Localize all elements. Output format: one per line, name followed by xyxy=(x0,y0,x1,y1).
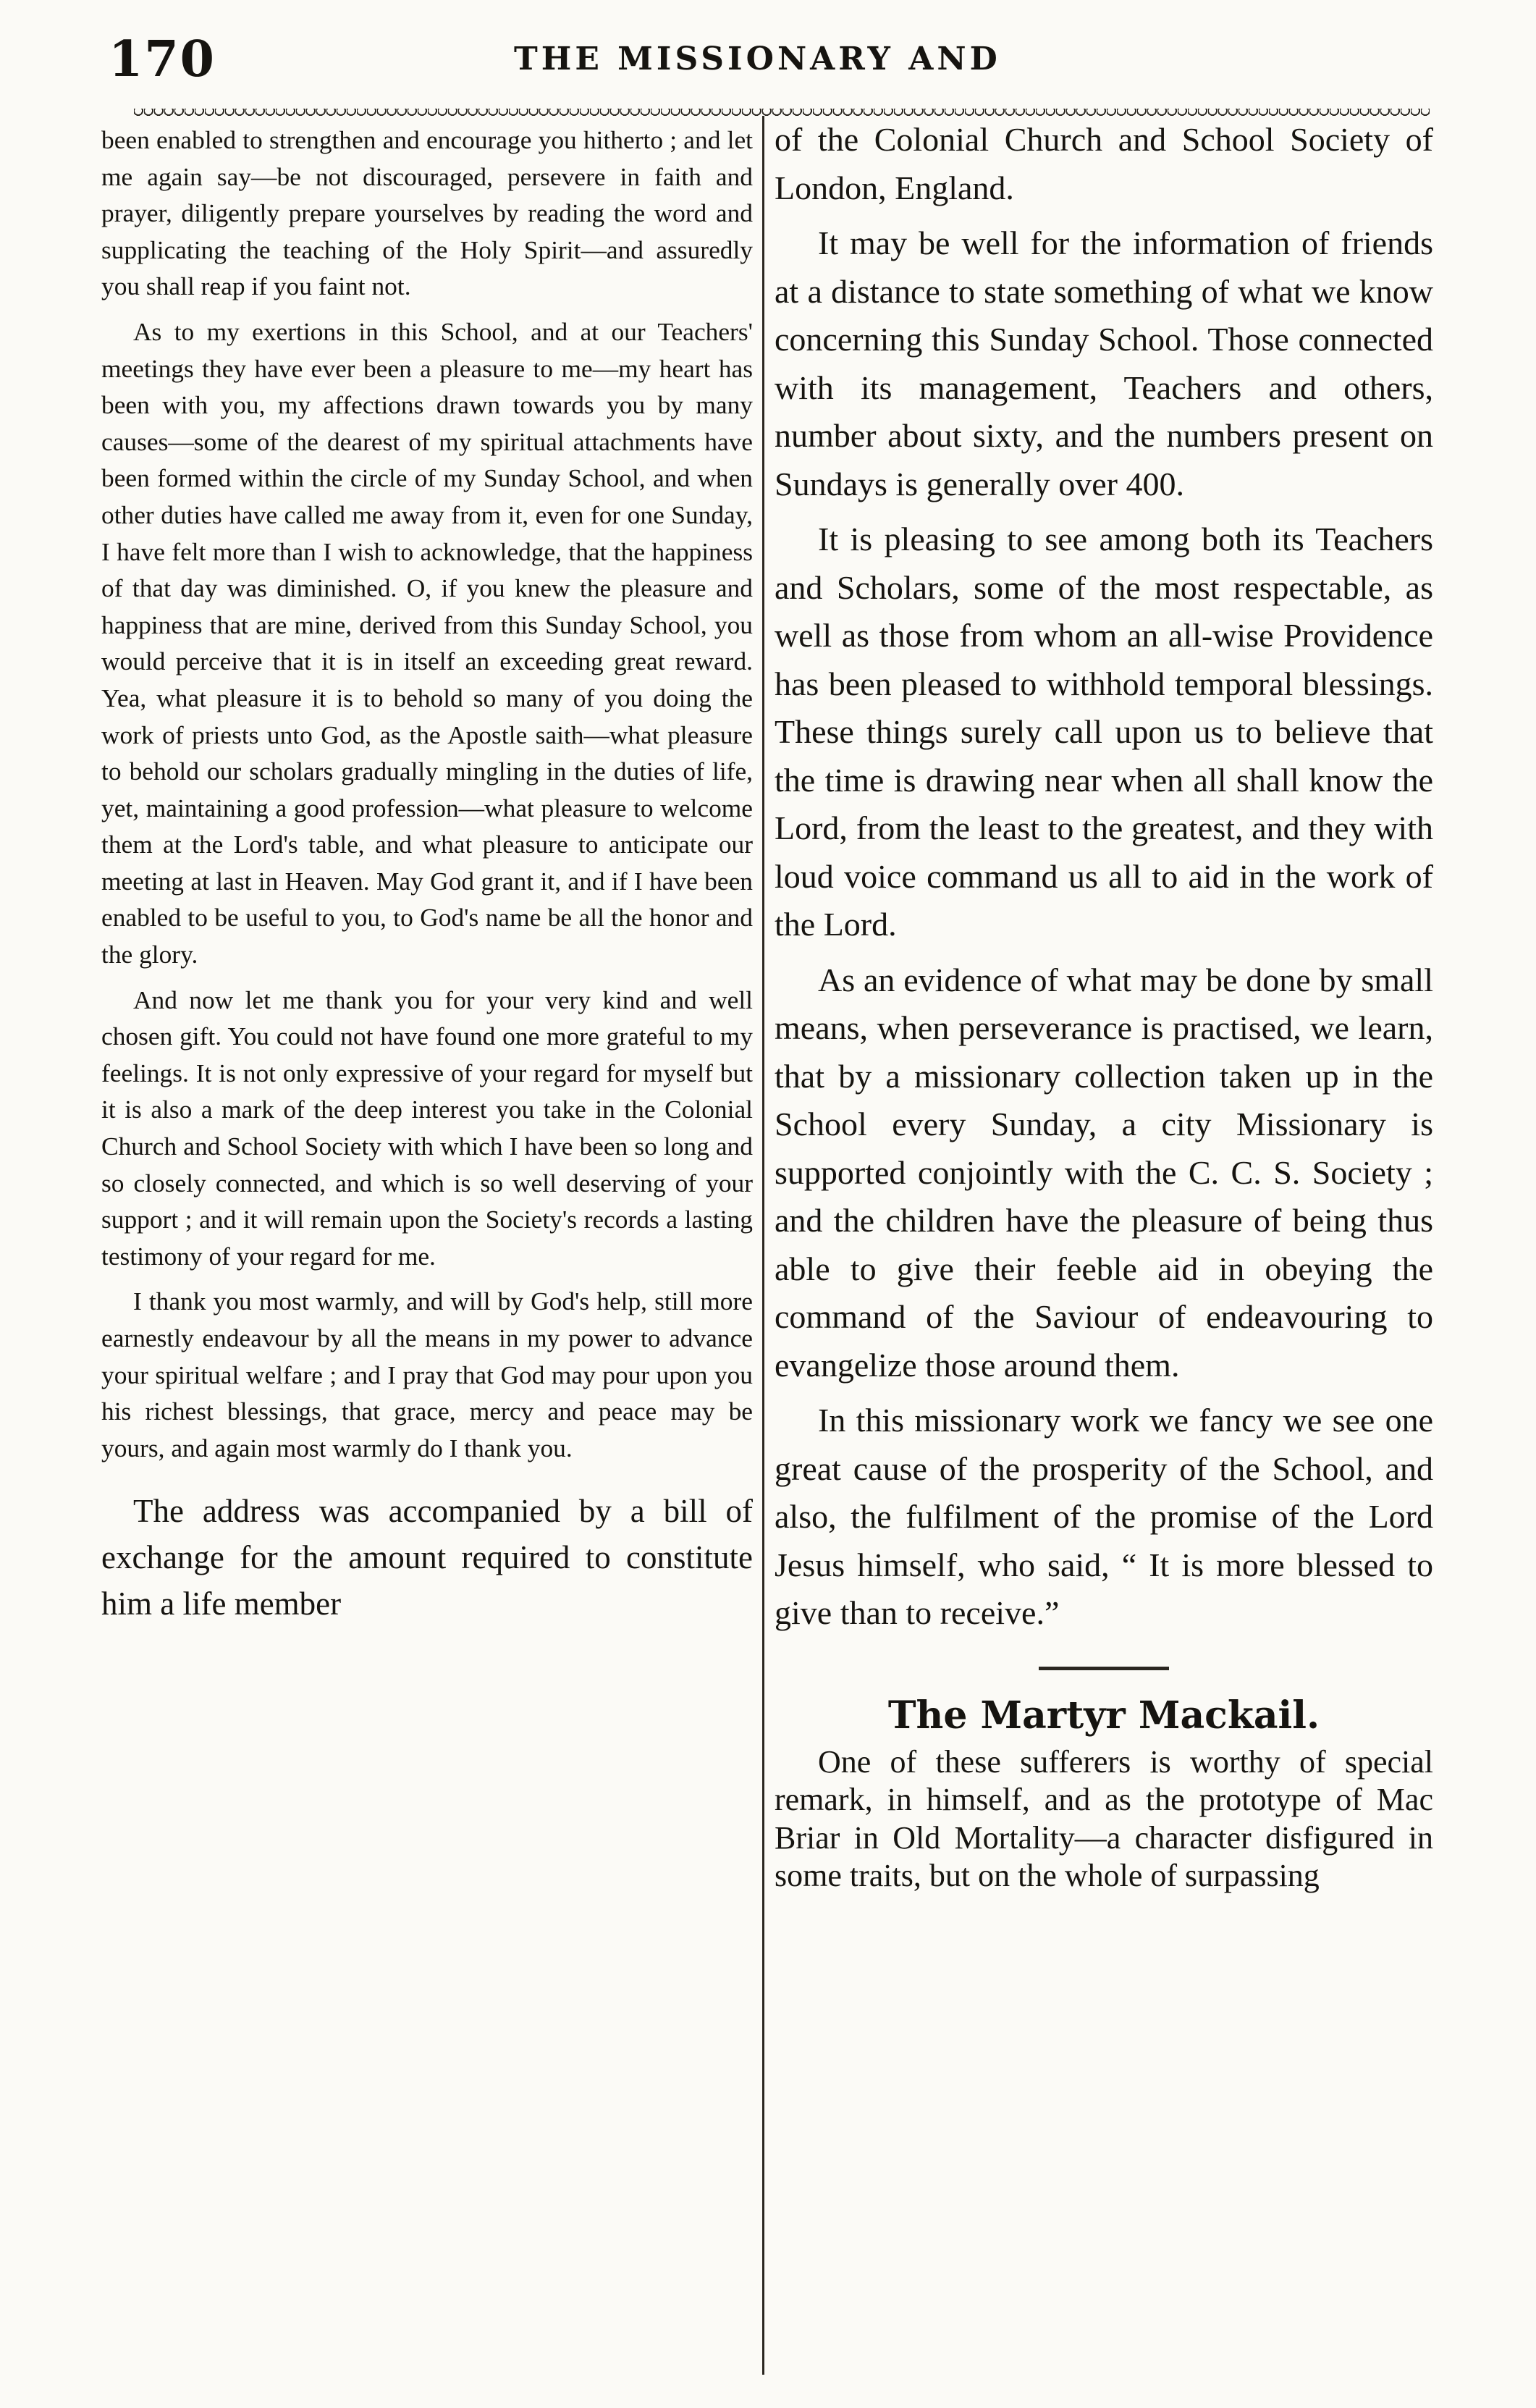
left-paragraph-4: I thank you most warmly, and will by God's help, still more earnestly endeavour by all the means in my power to advance your spiritual welfare ; and I pray that God may pour upon you his richest blessings, that grace, mercy and peace may be yours, and again most warmly do I thank you. xyxy=(101,1287,753,1462)
section-divider xyxy=(1039,1667,1169,1670)
left-paragraph-3: And now let me thank you for your very kind and well chosen gift. You could not have found one more grateful to my feelings. It is not only expressive of your regard for myself but it is also a mark of the deep interest you take in the Colonial Church and School Society with which I have been so long and so closely connected, and which is so well deserving of your support ; and it will remain upon the Society's records a lasting testimony of your regard for me. xyxy=(101,985,753,1271)
left-column xyxy=(101,122,753,2370)
page-header xyxy=(109,30,1469,117)
left-paragraph-1: been enabled to strengthen and encourage you hitherto ; and let me again say—be not discouraged, persevere in faith and prayer, diligently prepare yourselves by reading the word and supplicating the teaching of the Holy Spirit—and assuredly you shall reap if you faint not. xyxy=(101,125,753,301)
page-number: 170 xyxy=(109,30,216,88)
right-column xyxy=(775,116,1433,2371)
right-paragraph-2: It may be well for the information of friends at a distance to state something of what we know concerning this Sunday School. Those connected with its management, Teachers and others, number about sixty, and the numbers present on Sundays is generally over 400. xyxy=(775,224,1433,502)
right-paragraph-1: of the Colonial Church and School Society of London, England. xyxy=(775,121,1433,206)
column-divider xyxy=(762,116,764,2375)
right-paragraph-4: As an evidence of what may be done by small means, when perseverance is practised, we learn, that by a missionary collection taken up in the School every Sunday, a city Missionary is supported conjointly with the C. C. S. Society ; and the children have the pleasure of being thus able to give their feeble aid in obeying the command of the Saviour of endeavouring to evangelize those around them. xyxy=(775,961,1433,1384)
right-paragraph-3: It is pleasing to see among both its Teachers and Scholars, some of the most respectable, as well as those from whom an all-wise Providence has been pleased to withhold temporal blessings. These things surely call upon us to believe that the time is drawing near when all shall know the Lord, from the least to the greatest, and they with loud voice command us all to aid in the work of the Lord. xyxy=(775,521,1433,943)
section-title: The Martyr Mackail. xyxy=(887,1693,1320,1738)
right-paragraph-5: In this missionary work we fancy we see one great cause of the prosperity of the School, and also, the fulfilment of the promise of the Lord Jesus himself, who said, “ It is more blessed to give than to receive.” xyxy=(775,1402,1433,1631)
running-title: THE MISSIONARY AND xyxy=(514,41,1001,77)
section-paragraph: One of these sufferers is worthy of special remark, in himself, and as the prototype of Mac Briar in Old Mortality—a character disfigured in some traits, but on the whole of surpassing xyxy=(775,1743,1433,1893)
left-paragraph-2: As to my exertions in this School, and at our Teachers' meetings they have ever been a pleasure to me—my heart has been with you, my affections drawn towards you by many causes—some of the dearest of my spiritual attachments have been formed within the circle of my Sunday School, and when other duties have called me away from it, even for one Sunday, I have felt more than I wish to acknowledge, that the happiness of that day was diminished. O, if you knew the pleasure and happiness that are mine, derived from this Sunday School, you would perceive that it is in itself an exceeding great reward. Yea, what pleasure it is to behold so many of you doing the work of priests unto God, as the Apostle saith—what pleasure to behold our scholars gradually mingling in the duties of life, yet, maintaining a good profession—what pleasure to welcome them at the Lord's table, and what pleasure to anticipate our meeting at last in Heaven. May God grant it, and if I have been enabled to be useful to you, to God's name be all the honor and the glory. xyxy=(101,316,753,969)
left-paragraph-5: The address was accompanied by a bill of exchange for the amount required to constitute him a life member xyxy=(101,1493,753,1622)
